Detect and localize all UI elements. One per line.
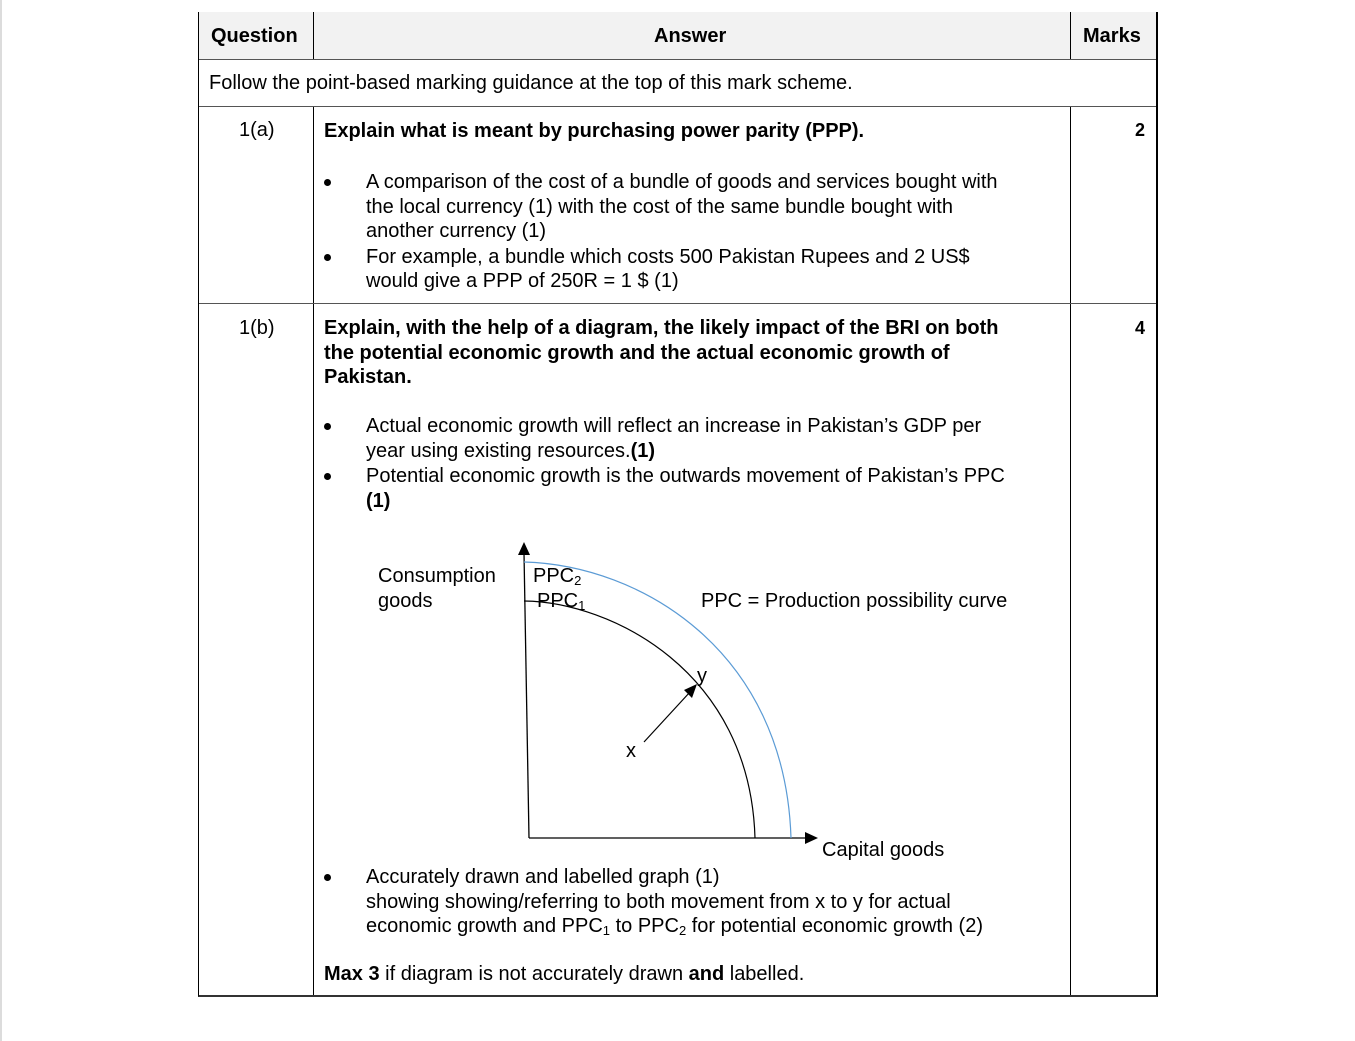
point-text: year using existing resources. (366, 439, 631, 462)
point-line: would give a PPP of 250R = 1 $ (1) (366, 270, 679, 292)
bullet-icon (324, 254, 331, 261)
prompt-line: Explain, with the help of a diagram, the likely impact of the BRI on both (324, 317, 999, 339)
point-line: For example, a bundle which costs 500 Pakistan Rupees and 2 US$ (366, 245, 970, 268)
point-x-label: x (626, 740, 636, 762)
column-divider (313, 106, 314, 995)
point-mark: (1) (366, 489, 391, 512)
subscript: 2 (678, 923, 687, 938)
point-line: another currency (1) (366, 220, 547, 242)
table-header-row (199, 12, 1156, 60)
subscript: 1 (578, 598, 586, 613)
answer-point (324, 464, 1024, 513)
subscript: 2 (574, 573, 582, 588)
question-number-1b: 1(b) (239, 317, 275, 339)
answer-point (324, 865, 1044, 939)
y-axis-label (378, 564, 496, 614)
answer-points-1b (324, 414, 1024, 513)
ppc2-label (533, 564, 581, 589)
answer-points-1a (324, 170, 1024, 294)
ppc1-label (537, 589, 585, 614)
ppc1-label-text: PPC (537, 590, 579, 612)
x-axis-label: Capital goods (822, 839, 945, 861)
answer-point (324, 245, 1024, 294)
point-line: the local currency (1) with the cost of the same bundle bought with (366, 195, 953, 218)
column-divider (1070, 106, 1071, 995)
mark-scheme-table (198, 12, 1158, 997)
guidance-text: Follow the point-based marking guidance at the top of this mark scheme. (209, 72, 853, 94)
question-prompt-1b (324, 316, 999, 390)
max-marks-note (324, 962, 804, 987)
bullet-icon (324, 874, 331, 881)
y-axis-label-line: Consumption (378, 565, 496, 587)
question-prompt-1a: Explain what is meant by purchasing power parity (PPP). (324, 120, 865, 142)
bullet-icon (324, 473, 331, 480)
bullet-icon (324, 423, 331, 430)
point-mark: (1) (630, 439, 656, 462)
point-line (366, 914, 1044, 939)
row-divider (199, 303, 1156, 304)
point-line: A comparison of the cost of a bundle of goods and services bought with (366, 171, 998, 193)
ppc2-label-text: PPC (533, 565, 575, 587)
marks-1a: 2 (1135, 120, 1146, 140)
header-question: Question (211, 25, 298, 47)
note-text: if diagram is not accurately drawn (379, 963, 689, 985)
note-bold: Max 3 (324, 963, 380, 985)
header-answer: Answer (654, 25, 727, 47)
row-divider (199, 106, 1156, 107)
header-marks: Marks (1083, 25, 1141, 47)
ppc-legend: PPC = Production possibility curve (701, 590, 1008, 612)
y-axis-label-line: goods (378, 590, 433, 612)
prompt-line: Pakistan. (324, 366, 412, 388)
marks-1b: 4 (1135, 318, 1146, 338)
prompt-line: the potential economic growth and the actual economic growth of (324, 341, 950, 364)
subscript: 1 (602, 923, 611, 938)
point-line (366, 439, 1024, 464)
column-divider (313, 12, 314, 59)
answer-point (324, 414, 1024, 463)
answer-points-1b-diagram (324, 865, 1044, 939)
point-y-label: y (697, 665, 707, 687)
point-text: to PPC (610, 915, 679, 937)
note-bold: and (688, 963, 725, 985)
note-text: labelled. (724, 963, 805, 985)
point-text: economic growth and PPC (366, 915, 603, 937)
point-line: Potential economic growth is the outwards movement of Pakistan’s PPC (366, 465, 1005, 487)
answer-point (324, 170, 1024, 244)
point-text: for potential economic growth (2) (686, 915, 983, 937)
question-number-1a: 1(a) (239, 119, 275, 141)
page-left-edge (0, 0, 2, 1041)
point-line: Accurately drawn and labelled graph (1) (366, 866, 720, 888)
point-line: Actual economic growth will reflect an increase in Pakistan’s GDP per (366, 415, 982, 437)
column-divider (1070, 12, 1071, 59)
point-line: showing showing/referring to both movement from x to y for actual (366, 890, 951, 913)
bullet-icon (324, 179, 331, 186)
